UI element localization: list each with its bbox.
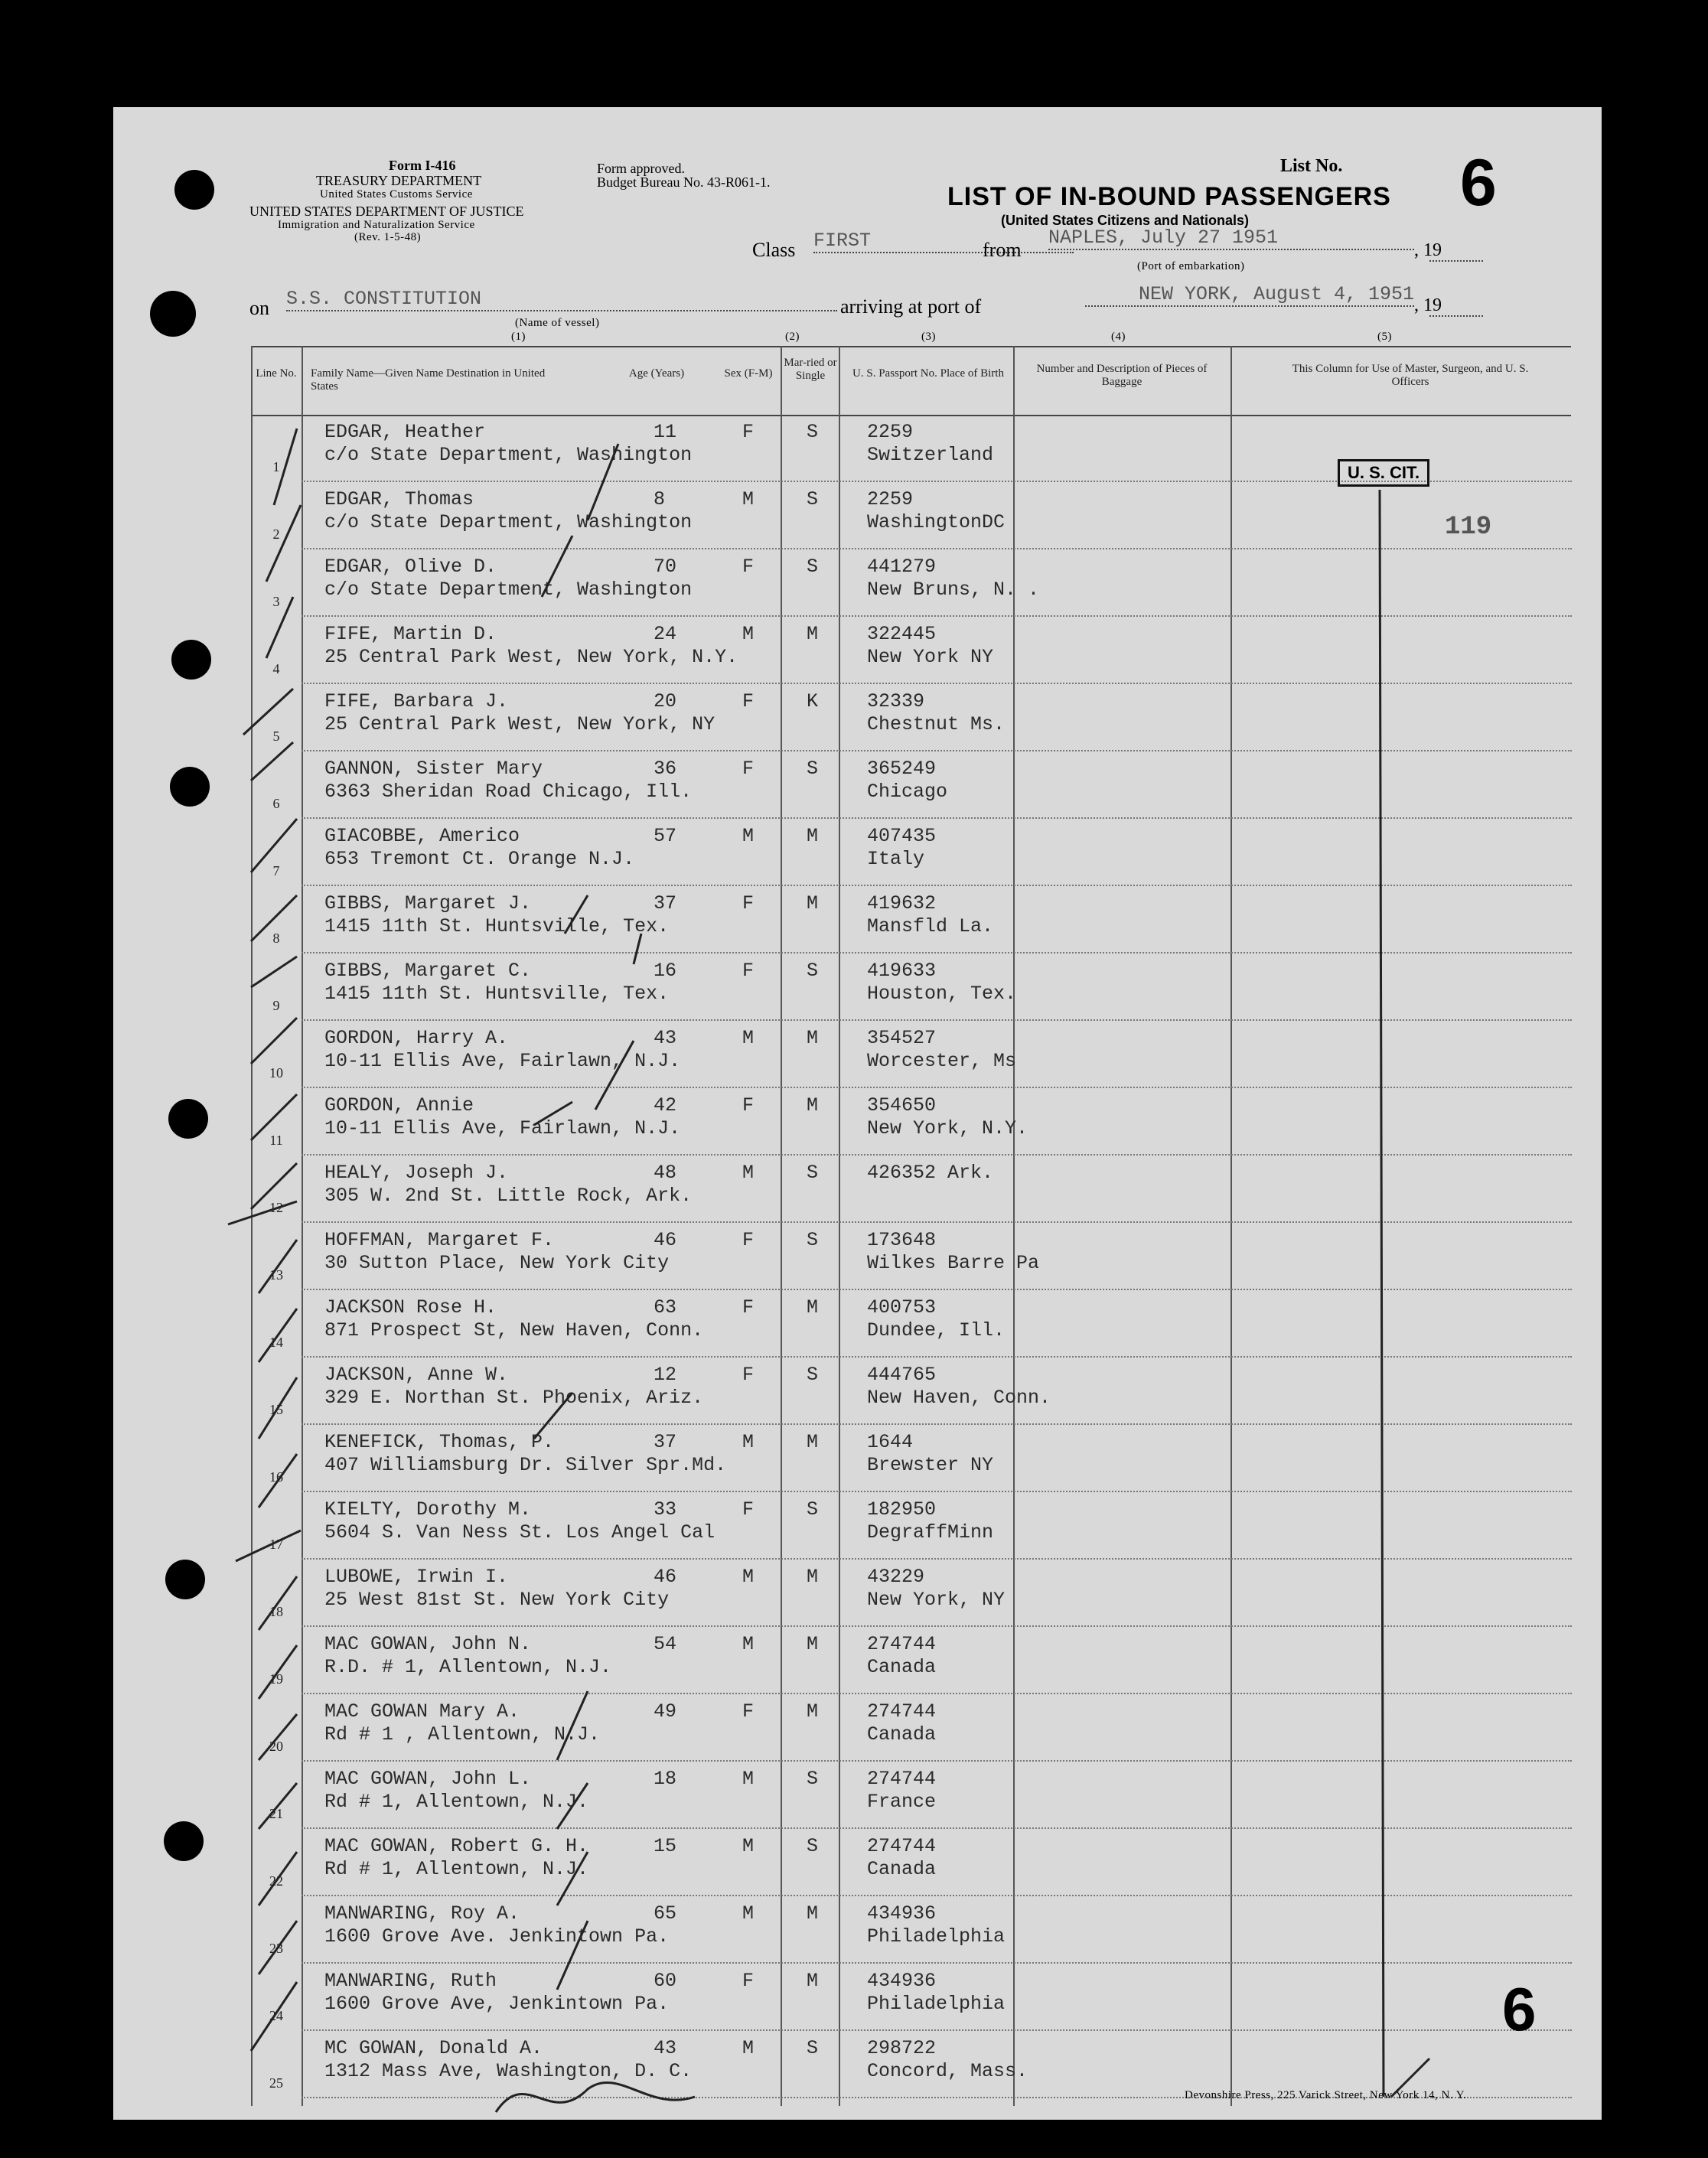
passenger-name: FIFE, Barbara J. xyxy=(324,690,509,712)
place-of-birth: Canada xyxy=(867,1656,937,1678)
passenger-age: 8 xyxy=(654,488,666,510)
passenger-marital-status: M xyxy=(807,1970,819,1992)
passenger-marital-status: S xyxy=(807,2037,819,2059)
passenger-sex: F xyxy=(742,1364,755,1386)
passenger-marital-status: M xyxy=(807,1633,819,1655)
passenger-destination: c/o State Department, Washington xyxy=(324,579,693,601)
passenger-name: LUBOWE, Irwin I. xyxy=(324,1566,509,1588)
passport-number: 1644 xyxy=(867,1431,914,1453)
place-of-birth: Concord, Mass. xyxy=(867,2060,1028,2082)
row-line-number: 9 xyxy=(272,998,280,1013)
passenger-name: KIELTY, Dorothy M. xyxy=(324,1498,532,1521)
passenger-destination: 10-11 Ellis Ave, Fairlawn, N.J. xyxy=(324,1050,681,1072)
passenger-marital-status: M xyxy=(807,1902,819,1925)
row-line-number: 18 xyxy=(269,1604,283,1619)
row-line-number: 16 xyxy=(269,1469,283,1485)
passenger-age: 43 xyxy=(654,2037,677,2059)
passenger-marital-status: S xyxy=(807,1498,819,1521)
passenger-destination: 1600 Grove Ave. Jenkintown Pa. xyxy=(324,1925,670,1948)
passport-number: 426352 Ark. xyxy=(867,1162,994,1184)
passenger-sex: M xyxy=(742,1027,755,1049)
place-of-birth: Switzerland xyxy=(867,444,994,466)
passport-number: 274744 xyxy=(867,1768,937,1790)
passport-number: 2259 xyxy=(867,488,914,510)
passport-number: 434936 xyxy=(867,1970,937,1992)
row-line-number: 1 xyxy=(272,459,280,474)
stamp-number: 119 xyxy=(1445,513,1492,542)
punch-hole xyxy=(164,1821,204,1861)
row-line-number: 12 xyxy=(269,1200,283,1215)
passenger-age: 18 xyxy=(654,1768,677,1790)
passenger-name: HOFFMAN, Margaret F. xyxy=(324,1229,555,1251)
place-of-birth: Canada xyxy=(867,1723,937,1746)
passenger-marital-status: M xyxy=(807,623,819,645)
punch-hole xyxy=(170,767,210,807)
passport-number: 400753 xyxy=(867,1296,937,1319)
passenger-destination: R.D. # 1, Allentown, N.J. xyxy=(324,1656,612,1678)
passenger-destination: 329 E. Northan St. Phoenix, Ariz. xyxy=(324,1387,704,1409)
us-citizen-stamp: U. S. CIT. xyxy=(1338,459,1429,487)
row-line-number: 13 xyxy=(269,1267,283,1283)
passenger-marital-status: M xyxy=(807,1566,819,1588)
passenger-destination: 1312 Mass Ave, Washington, D. C. xyxy=(324,2060,693,2082)
row-line-number: 7 xyxy=(272,863,280,879)
passenger-destination: 1415 11th St. Huntsville, Tex. xyxy=(324,915,670,937)
passenger-destination: 25 West 81st St. New York City xyxy=(324,1589,670,1611)
place-of-birth: New Bruns, N. . xyxy=(867,579,1040,601)
budget-bureau: Budget Bureau No. 43-R061-1. xyxy=(597,174,771,190)
passenger-marital-status: S xyxy=(807,1835,819,1857)
punch-hole xyxy=(174,170,214,210)
passenger-age: 24 xyxy=(654,623,677,645)
row-line-number: 10 xyxy=(269,1065,283,1081)
place-of-birth: New York, N.Y. xyxy=(867,1117,1028,1139)
passenger-sex: F xyxy=(742,1229,755,1251)
passport-number: 2259 xyxy=(867,421,914,443)
vessel-note: (Name of vessel) xyxy=(515,317,600,329)
passenger-marital-status: M xyxy=(807,1094,819,1116)
passenger-name: JACKSON, Anne W. xyxy=(324,1364,509,1386)
place-of-birth: Chestnut Ms. xyxy=(867,713,1006,735)
punch-hole xyxy=(150,291,196,337)
passenger-name: HEALY, Joseph J. xyxy=(324,1162,509,1184)
passenger-sex: F xyxy=(742,1700,755,1723)
passenger-destination: Rd # 1, Allentown, N.J. xyxy=(324,1791,589,1813)
place-of-birth: DegraffMinn xyxy=(867,1521,994,1544)
passenger-name: GORDON, Annie xyxy=(324,1094,474,1116)
passenger-destination: 25 Central Park West, New York, N.Y. xyxy=(324,646,738,668)
passenger-sex: M xyxy=(742,1431,755,1453)
passenger-age: 37 xyxy=(654,892,677,914)
passport-number: 354527 xyxy=(867,1027,937,1049)
header-age: Age (Years) xyxy=(628,367,685,380)
passenger-age: 15 xyxy=(654,1835,677,1857)
passenger-destination: 10-11 Ellis Ave, Fairlawn, N.J. xyxy=(324,1117,681,1139)
punch-hole xyxy=(171,640,211,680)
passport-number: 365249 xyxy=(867,758,937,780)
place-of-birth: Italy xyxy=(867,848,925,870)
row-line-number: 19 xyxy=(269,1671,283,1687)
passenger-marital-status: M xyxy=(807,1296,819,1319)
passport-number: 354650 xyxy=(867,1094,937,1116)
from-label: from xyxy=(983,239,1022,261)
passenger-name: KENEFICK, Thomas, P. xyxy=(324,1431,555,1453)
passenger-marital-status: M xyxy=(807,1431,819,1453)
passport-number: 441279 xyxy=(867,556,937,578)
row-line-number: 25 xyxy=(269,2075,283,2091)
page-subtitle: (United States Citizens and Nationals) xyxy=(1001,213,1250,228)
passenger-marital-status: S xyxy=(807,1229,819,1251)
row-line-number: 6 xyxy=(272,796,280,811)
passenger-age: 36 xyxy=(654,758,677,780)
passenger-destination: 305 W. 2nd St. Little Rock, Ark. xyxy=(324,1185,693,1207)
row-line-number: 20 xyxy=(269,1739,283,1754)
row-line-number: 5 xyxy=(272,729,280,744)
place-of-birth: Worcester, Ms xyxy=(867,1050,1017,1072)
vessel-name: S.S. CONSTITUTION xyxy=(286,288,837,311)
passenger-sex: F xyxy=(742,1094,755,1116)
header-baggage: Number and Description of Pieces of Baggage xyxy=(1036,363,1208,388)
passenger-age: 49 xyxy=(654,1700,677,1723)
passenger-age: 16 xyxy=(654,960,677,982)
passenger-sex: F xyxy=(742,690,755,712)
passport-number: 173648 xyxy=(867,1229,937,1251)
passenger-sex: M xyxy=(742,2037,755,2059)
passenger-sex: M xyxy=(742,1902,755,1925)
passenger-name: MAC GOWAN, John N. xyxy=(324,1633,532,1655)
passenger-destination: 6363 Sheridan Road Chicago, Ill. xyxy=(324,781,693,803)
passenger-age: 57 xyxy=(654,825,677,847)
justice-dept: UNITED STATES DEPARTMENT OF JUSTICE xyxy=(249,204,524,219)
passenger-destination: 871 Prospect St, New Haven, Conn. xyxy=(324,1319,704,1341)
punch-hole xyxy=(165,1560,205,1599)
passport-number: 419633 xyxy=(867,960,937,982)
passenger-sex: F xyxy=(742,892,755,914)
passenger-name: MANWARING, Ruth xyxy=(324,1970,497,1992)
row-line-number: 4 xyxy=(272,661,280,676)
arriving-label: arriving at port of xyxy=(840,295,982,318)
passenger-age: 20 xyxy=(654,690,677,712)
passport-number: 274744 xyxy=(867,1633,937,1655)
row-line-number: 2 xyxy=(272,526,280,542)
passport-number: 182950 xyxy=(867,1498,937,1521)
arrival-port: NEW YORK, August 4, 1951 xyxy=(1085,283,1414,307)
passport-number: 419632 xyxy=(867,892,937,914)
passenger-sex: M xyxy=(742,1162,755,1184)
passenger-age: 37 xyxy=(654,1431,677,1453)
document-sheet xyxy=(113,107,1602,2120)
passenger-sex: F xyxy=(742,1498,755,1521)
passport-number: 274744 xyxy=(867,1835,937,1857)
passport-number: 444765 xyxy=(867,1364,937,1386)
passenger-name: GORDON, Harry A. xyxy=(324,1027,509,1049)
passenger-age: 33 xyxy=(654,1498,677,1521)
header-line-no: Line No. xyxy=(256,367,297,380)
page-title: LIST OF IN-BOUND PASSENGERS xyxy=(947,182,1391,211)
passenger-age: 43 xyxy=(654,1027,677,1049)
passenger-marital-status: K xyxy=(807,690,819,712)
passenger-destination: 1600 Grove Ave, Jenkintown Pa. xyxy=(324,1993,670,2015)
from-value: NAPLES, July 27 1951 xyxy=(1048,227,1414,250)
passenger-sex: M xyxy=(742,1633,755,1655)
place-of-birth: New York, NY xyxy=(867,1589,1006,1611)
passenger-name: MAC GOWAN, Robert G. H. xyxy=(324,1835,589,1857)
place-of-birth: Philadelphia xyxy=(867,1925,1006,1948)
place-of-birth: Mansfld La. xyxy=(867,915,994,937)
passport-number: 274744 xyxy=(867,1700,937,1723)
passenger-age: 46 xyxy=(654,1229,677,1251)
bottom-list-number: 6 xyxy=(1502,1975,1537,2043)
passport-number: 434936 xyxy=(867,1902,937,1925)
col-number-3: (3) xyxy=(921,331,936,343)
treasury-dept: TREASURY DEPARTMENT xyxy=(316,173,482,188)
passenger-age: 60 xyxy=(654,1970,677,1992)
embarkation-note: (Port of embarkation) xyxy=(1137,260,1245,272)
passenger-sex: F xyxy=(742,556,755,578)
row-line-number: 22 xyxy=(269,1873,283,1889)
row-line-number: 11 xyxy=(269,1133,283,1148)
passenger-age: 70 xyxy=(654,556,677,578)
passenger-name: EDGAR, Thomas xyxy=(324,488,474,510)
row-line-number: 17 xyxy=(269,1537,283,1552)
passenger-destination: 5604 S. Van Ness St. Los Angel Cal xyxy=(324,1521,715,1544)
passport-number: 43229 xyxy=(867,1566,925,1588)
passenger-sex: F xyxy=(742,1296,755,1319)
on-label: on xyxy=(249,297,269,319)
passenger-destination: 407 Williamsburg Dr. Silver Spr.Md. xyxy=(324,1454,727,1476)
passenger-name: FIFE, Martin D. xyxy=(324,623,497,645)
check-marks xyxy=(228,429,1429,2112)
col-number-2: (2) xyxy=(785,331,800,343)
passenger-destination: Rd # 1 , Allentown, N.J. xyxy=(324,1723,601,1746)
passenger-sex: M xyxy=(742,623,755,645)
passenger-name: MAC GOWAN Mary A. xyxy=(324,1700,520,1723)
year-label-1: , 19 xyxy=(1414,240,1442,260)
passenger-sex: F xyxy=(742,960,755,982)
header-sex: Sex (F-M) xyxy=(724,367,773,380)
passenger-sex: F xyxy=(742,1970,755,1992)
header-name: Family Name—Given Name Destination in United States xyxy=(311,367,546,393)
passenger-name: MANWARING, Roy A. xyxy=(324,1902,520,1925)
passenger-destination: 653 Tremont Ct. Orange N.J. xyxy=(324,848,635,870)
pen-checkmarks xyxy=(113,107,1602,2120)
row-line-number: 24 xyxy=(269,2008,283,2023)
passport-number: 32339 xyxy=(867,690,925,712)
passenger-name: JACKSON Rose H. xyxy=(324,1296,497,1319)
class-value: FIRST xyxy=(813,230,1074,253)
form-number: Form I-416 xyxy=(389,158,456,173)
place-of-birth: Chicago xyxy=(867,781,948,803)
passenger-name: MAC GOWAN, John L. xyxy=(324,1768,532,1790)
year-label-2: , 19 xyxy=(1414,295,1442,315)
passenger-age: 12 xyxy=(654,1364,677,1386)
passenger-marital-status: S xyxy=(807,960,819,982)
row-line-number: 8 xyxy=(272,931,280,946)
passenger-marital-status: S xyxy=(807,1768,819,1790)
header-officers: This Column for Use of Master, Surgeon, and U. S. Officers xyxy=(1292,363,1529,388)
row-line-number: 23 xyxy=(269,1941,283,1956)
revision: (Rev. 1-5-48) xyxy=(354,231,422,243)
passenger-marital-status: S xyxy=(807,556,819,578)
place-of-birth: New Haven, Conn. xyxy=(867,1387,1051,1409)
passenger-sex: M xyxy=(742,488,755,510)
passenger-age: 46 xyxy=(654,1566,677,1588)
passenger-sex: M xyxy=(742,1566,755,1588)
passenger-destination: c/o State Department, Washington xyxy=(324,444,693,466)
passenger-name: MC GOWAN, Donald A. xyxy=(324,2037,543,2059)
passenger-destination: Rd # 1, Allentown, N.J. xyxy=(324,1858,589,1880)
form-approved: Form approved. xyxy=(597,161,685,176)
place-of-birth: Canada xyxy=(867,1858,937,1880)
passenger-name: EDGAR, Olive D. xyxy=(324,556,497,578)
row-line-number: 3 xyxy=(272,594,280,609)
passenger-name: EDGAR, Heather xyxy=(324,421,486,443)
passenger-destination: 25 Central Park West, New York, NY xyxy=(324,713,715,735)
passenger-name: GIBBS, Margaret C. xyxy=(324,960,532,982)
passenger-name: GIBBS, Margaret J. xyxy=(324,892,532,914)
header-married: Mar-ried or Single xyxy=(784,357,837,382)
place-of-birth: Brewster NY xyxy=(867,1454,994,1476)
passenger-marital-status: M xyxy=(807,825,819,847)
passenger-destination: 1415 11th St. Huntsville, Tex. xyxy=(324,983,670,1005)
passenger-age: 54 xyxy=(654,1633,677,1655)
passenger-marital-status: S xyxy=(807,758,819,780)
passenger-marital-status: S xyxy=(807,421,819,443)
place-of-birth: New York NY xyxy=(867,646,994,668)
col-number-5: (5) xyxy=(1377,331,1392,343)
header-passport: U. S. Passport No. Place of Birth xyxy=(852,367,1004,380)
row-line-number: 21 xyxy=(269,1806,283,1821)
passenger-age: 63 xyxy=(654,1296,677,1319)
row-line-number: 14 xyxy=(269,1335,283,1350)
passenger-marital-status: M xyxy=(807,1700,819,1723)
passenger-marital-status: S xyxy=(807,488,819,510)
passenger-marital-status: M xyxy=(807,892,819,914)
passenger-sex: F xyxy=(742,421,755,443)
place-of-birth: Houston, Tex. xyxy=(867,983,1017,1005)
passport-number: 322445 xyxy=(867,623,937,645)
place-of-birth: Wilkes Barre Pa xyxy=(867,1252,1040,1274)
passenger-sex: M xyxy=(742,1768,755,1790)
place-of-birth: Dundee, Ill. xyxy=(867,1319,1006,1341)
place-of-birth: France xyxy=(867,1791,937,1813)
ins-service: Immigration and Naturalization Service xyxy=(278,219,475,231)
customs-service: United States Customs Service xyxy=(320,188,473,200)
punch-hole xyxy=(168,1099,208,1139)
class-label: Class xyxy=(752,239,796,261)
row-line-number: 15 xyxy=(269,1402,283,1417)
place-of-birth: Philadelphia xyxy=(867,1993,1006,2015)
passenger-sex: F xyxy=(742,758,755,780)
list-number: 6 xyxy=(1460,146,1497,220)
passenger-name: GIACOBBE, Americo xyxy=(324,825,520,847)
list-label: List No. xyxy=(1280,156,1343,176)
passenger-name: GANNON, Sister Mary xyxy=(324,758,543,780)
passenger-destination: c/o State Department, Washington xyxy=(324,511,693,533)
passenger-age: 65 xyxy=(654,1902,677,1925)
col-number-4: (4) xyxy=(1111,331,1126,343)
passenger-marital-status: M xyxy=(807,1027,819,1049)
passport-number: 298722 xyxy=(867,2037,937,2059)
passenger-sex: M xyxy=(742,1835,755,1857)
passenger-destination: 30 Sutton Place, New York City xyxy=(324,1252,670,1274)
passport-number: 407435 xyxy=(867,825,937,847)
passenger-age: 42 xyxy=(654,1094,677,1116)
passenger-sex: M xyxy=(742,825,755,847)
col-number-1: (1) xyxy=(511,331,526,343)
place-of-birth: WashingtonDC xyxy=(867,511,1006,533)
passenger-marital-status: S xyxy=(807,1162,819,1184)
passenger-age: 11 xyxy=(654,421,677,443)
passenger-marital-status: S xyxy=(807,1364,819,1386)
printer-imprint: Devonshire Press, 225 Varick Street, New York 14, N. Y. xyxy=(1185,2089,1467,2101)
passenger-age: 48 xyxy=(654,1162,677,1184)
